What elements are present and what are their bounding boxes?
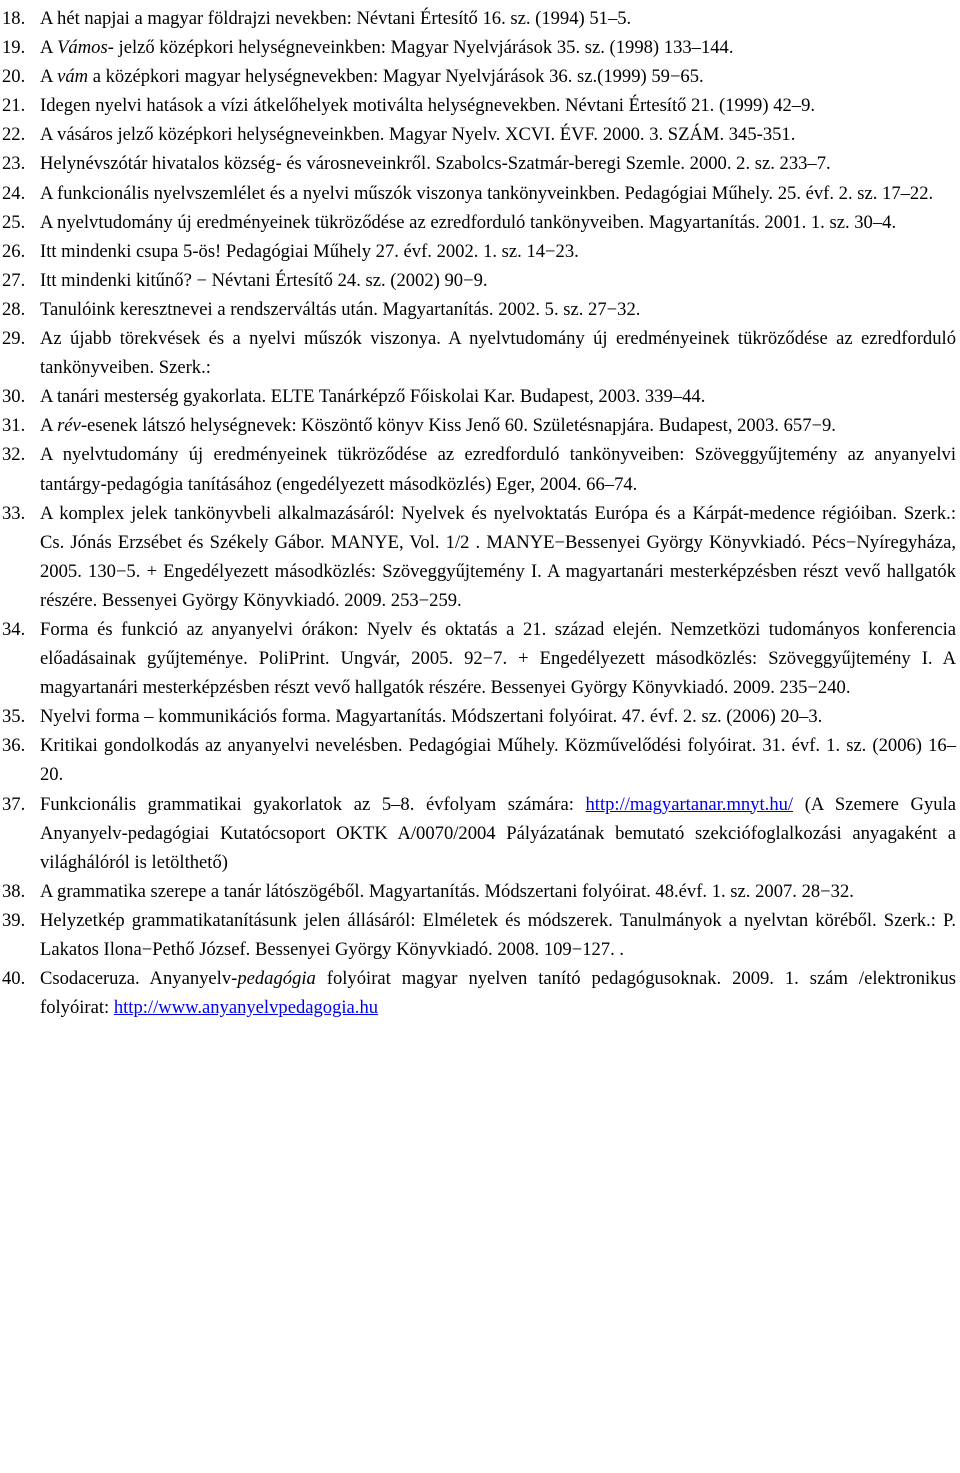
reference-text-segment: A komplex jelek tankönyvbeli alkalmazásáról: Nyelvek és nyelvoktatás Európa és a Kárpát-medence régióiban. Szerk.: Cs. Jónás Erzsébet és Székely Gábor. MANYE, Vol. 1/2 . MANYE−Bessenyei György Könyvkiadó. Pécs−Nyíregyháza, 2005. 130−5. + Engedélyezett másodközlés: Szöveggyűjtemény I. A magyartanári mesterképzésben részt vevő hallgatók részére. Bessenyei György Könyvkiadó. 2009. 253−259. bbox=[40, 502, 956, 611]
reference-number: 18. bbox=[2, 8, 26, 29]
reference-text-segment: Nyelvi forma – kommunikációs forma. Magyartanítás. Módszertani folyóirat. 47. évf. 2. sz. (2006) 20–3. bbox=[40, 706, 823, 728]
reference-text-segment: Az újabb törekvések és a nyelvi műszók viszonya. A nyelvtudomány új eredményeinek tükröződése az ezredforduló tankönyveiben. Szerk.: bbox=[40, 328, 956, 379]
reference-text bbox=[40, 735, 956, 785]
reference-text-segment: A nyelvtudomány új eredményeinek tükröződése az ezredforduló tankönyveiben: Szöveggyűjtemény az anyanyelvi tantárgy-pedagógia tanításához (engedélyezett másodközlés) Eger, 2004. 66–74. bbox=[40, 444, 956, 495]
reference-text-segment: A vásáros jelző középkori helységneveinkben. Magyar Nyelv. XCVI. ÉVF. 2000. 3. SZÁM. 345-351. bbox=[40, 124, 796, 146]
reference-text-segment: Helyzetkép grammatikatanításunk jelen állásáról: Elméletek és módszerek. Tanulmányok a nyelvtan köréből. Szerk.: P. Lakatos Ilona−Pethő József. Bessenyei György Könyvkiadó. 2008. 109−127. . bbox=[40, 909, 956, 960]
reference-text-segment: Forma és funkció az anyanyelvi órákon: Nyelv és oktatás a 21. század elején. Nemzetközi tudományos konferencia előadásainak gyűjteménye. PoliPrint. Ungvár, 2005. 92−7. + Engedélyezett másodközlés: Szöveggyűjtemény I. A magyartanári mesterképzésben részt vevő hallgatók részére. Bessenyei György Könyvkiadó. 2009. 235−240. bbox=[40, 618, 956, 699]
reference-number: 27. bbox=[2, 269, 26, 291]
reference-number: 28. bbox=[2, 298, 26, 320]
reference-link[interactable]: http://www.anyanyelvpedagogia.hu bbox=[113, 997, 379, 1019]
reference-number: 21. bbox=[2, 95, 26, 117]
reference-text-segment: (A Szemere Gyula Anyanyelv-pedagógiai Kutatócsoport OKTK A/0070/2004 Pályázatának bemutató szekciófoglalkozási anyagaként a világhálóról is letölthető) bbox=[40, 793, 956, 873]
reference-item bbox=[2, 499, 956, 615]
reference-item bbox=[2, 266, 956, 295]
reference-item bbox=[2, 964, 956, 1022]
reference-text-segment: A hét napjai a magyar földrajzi nevekben: Névtani Értesítő 16. sz. (1994) 51–5. bbox=[40, 8, 632, 29]
reference-number: 37. bbox=[2, 793, 26, 815]
reference-item bbox=[2, 382, 956, 411]
reference-text-segment: Idegen nyelvi hatások a vízi átkelőhelyek motiválta helységnevekben. Névtani Értesítő 21. (1999) 42–9. bbox=[40, 95, 816, 117]
italic-term: vám bbox=[57, 66, 89, 88]
reference-item bbox=[2, 411, 956, 440]
reference-text-segment: a középkori magyar helységnevekben: Magyar Nyelvjárások 36. sz.(1999) 59−65. bbox=[88, 66, 704, 88]
reference-number: 29. bbox=[2, 328, 26, 350]
reference-item bbox=[2, 91, 956, 120]
reference-number: 30. bbox=[2, 386, 26, 408]
reference-text bbox=[40, 124, 795, 145]
reference-text-segment: Csodaceruza. Anyanyelv- bbox=[40, 968, 238, 990]
reference-number: 36. bbox=[2, 735, 26, 757]
reference-item bbox=[2, 877, 956, 906]
reference-text bbox=[40, 37, 734, 58]
reference-text-segment: A bbox=[40, 415, 58, 437]
reference-text-segment: folyóirat magyar nyelven tanító pedagógusoknak. 2009. 1. szám /elektronikus folyóirat: bbox=[40, 968, 956, 1019]
reference-text bbox=[40, 299, 640, 320]
reference-link[interactable]: http://magyartanar.mnyt.hu/ bbox=[585, 793, 794, 815]
reference-list bbox=[2, 4, 956, 1022]
document-page bbox=[2, 4, 956, 1022]
reference-number: 34. bbox=[2, 618, 26, 640]
reference-number: 26. bbox=[2, 240, 26, 262]
reference-text-segment: Helynévszótár hivatalos község- és városneveinkről. Szabolcs-Szatmár-beregi Szemle. 2000. 2. sz. 233–7. bbox=[40, 153, 831, 175]
reference-text-segment: - jelző középkori helységneveinkben: Magyar Nyelvjárások 35. sz. (1998) 133–144. bbox=[107, 37, 734, 59]
reference-number: 20. bbox=[2, 66, 26, 88]
reference-text-segment: A bbox=[40, 37, 58, 59]
reference-text bbox=[40, 386, 705, 407]
reference-item bbox=[2, 237, 956, 266]
italic-term: rév bbox=[57, 415, 81, 437]
reference-item bbox=[2, 62, 956, 91]
reference-number: 40. bbox=[2, 968, 26, 990]
reference-number: 35. bbox=[2, 706, 26, 728]
reference-text-segment: -esenek látszó helységnevek: Köszöntő könyv Kiss Jenő 60. Születésnapjára. Budapest, 2003. 657−9. bbox=[80, 415, 836, 437]
reference-text bbox=[40, 910, 956, 960]
reference-text-segment: Itt mindenki csupa 5-ös! Pedagógiai Műhely 27. évf. 2002. 1. sz. 14−23. bbox=[40, 240, 579, 262]
reference-number: 22. bbox=[2, 124, 26, 146]
reference-number: 39. bbox=[2, 909, 26, 931]
reference-text-segment: A nyelvtudomány új eredményeinek tükröződése az ezredforduló tankönyveiben. Magyartanítás. 2001. 1. sz. 30–4. bbox=[40, 211, 897, 233]
reference-number: 19. bbox=[2, 37, 26, 59]
reference-item bbox=[2, 4, 956, 33]
reference-item bbox=[2, 33, 956, 62]
reference-text bbox=[40, 153, 831, 174]
reference-item bbox=[2, 149, 956, 178]
reference-number: 25. bbox=[2, 211, 26, 233]
reference-text-segment: Funkcionális grammatikai gyakorlatok az 5–8. évfolyam számára: bbox=[40, 793, 586, 815]
italic-term: Vámos bbox=[57, 37, 108, 59]
reference-number: 32. bbox=[2, 444, 26, 466]
reference-number: 38. bbox=[2, 880, 26, 902]
reference-text bbox=[40, 619, 956, 698]
reference-text bbox=[40, 328, 956, 378]
reference-text bbox=[40, 8, 631, 29]
reference-text-segment: A tanári mesterség gyakorlata. ELTE Tanárképző Főiskolai Kar. Budapest, 2003. 339–44. bbox=[40, 386, 706, 408]
reference-text bbox=[40, 444, 956, 494]
reference-item bbox=[2, 790, 956, 877]
reference-item bbox=[2, 208, 956, 237]
reference-item bbox=[2, 179, 956, 208]
reference-number: 31. bbox=[2, 415, 26, 437]
reference-text bbox=[40, 212, 896, 233]
reference-text-segment: Itt mindenki kitűnő? − Névtani Értesítő 24. sz. (2002) 90−9. bbox=[40, 269, 488, 291]
reference-text-segment: Tanulóink keresztnevei a rendszerváltás után. Magyartanítás. 2002. 5. sz. 27−32. bbox=[40, 298, 641, 320]
reference-item bbox=[2, 120, 956, 149]
reference-text-segment: Kritikai gondolkodás az anyanyelvi nevelésben. Pedagógiai Műhely. Közművelődési folyóirat. 31. évf. 1. sz. (2006) 16–20. bbox=[40, 735, 956, 786]
reference-item bbox=[2, 440, 956, 498]
reference-text bbox=[40, 270, 488, 291]
reference-text bbox=[40, 95, 815, 116]
reference-item bbox=[2, 906, 956, 964]
reference-item bbox=[2, 615, 956, 702]
italic-term: pedagógia bbox=[237, 968, 316, 990]
reference-item bbox=[2, 702, 956, 731]
reference-text bbox=[40, 241, 579, 262]
reference-item bbox=[2, 295, 956, 324]
reference-text-segment: A grammatika szerepe a tanár látószögéből. Magyartanítás. Módszertani folyóirat. 48.évf. 1. sz. 2007. 28−32. bbox=[40, 880, 854, 902]
reference-text bbox=[40, 968, 956, 1018]
reference-number: 24. bbox=[2, 182, 26, 204]
reference-text bbox=[40, 183, 933, 204]
reference-text bbox=[40, 794, 956, 873]
reference-text bbox=[40, 66, 704, 87]
reference-text bbox=[40, 706, 822, 727]
reference-number: 23. bbox=[2, 153, 26, 175]
reference-item bbox=[2, 731, 956, 789]
reference-text bbox=[40, 503, 956, 611]
reference-text-segment: A bbox=[40, 66, 58, 88]
reference-text bbox=[40, 881, 854, 902]
reference-text bbox=[40, 415, 836, 436]
reference-text-segment: A funkcionális nyelvszemlélet és a nyelvi műszók viszonya tankönyveinkben. Pedagógiai Műhely. 25. évf. 2. sz. 17–22. bbox=[40, 182, 934, 204]
reference-number: 33. bbox=[2, 502, 26, 524]
reference-item bbox=[2, 324, 956, 382]
